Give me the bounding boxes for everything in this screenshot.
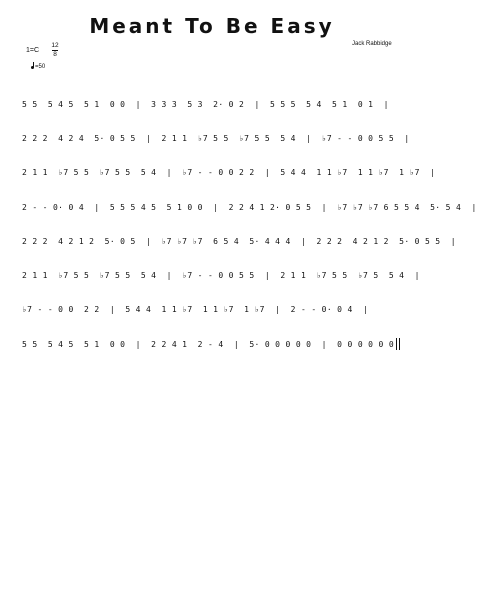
score-line-2: 2 2 2 4 2 4 5· 0 5 5 | 2 1 1 ♭7 5 5 ♭7 5 5 5 4 | ♭7 - - 0 0 5 5 | <box>22 134 410 143</box>
score-line-6: 2 1 1 ♭7 5 5 ♭7 5 5 5 4 | ♭7 - - 0 0 5 5 | 2 1 1 ♭7 5 5 ♭7 5 5 4 | <box>22 271 420 280</box>
time-signature-top: 12 <box>51 42 59 49</box>
time-signature <box>51 42 59 59</box>
key-signature: 1=C <box>26 47 40 54</box>
score-title: Meant To Be Easy <box>89 14 335 38</box>
score-line-1: 5 5 5 4 5 5 1 0 0 | 3 3 3 5 3 2· 0 2 | 5 5 5 5 4 5 1 0 1 | <box>22 100 389 109</box>
composer-name: Jack Rabbidge <box>352 41 392 47</box>
final-barline <box>396 338 400 350</box>
score-line-5: 2 2 2 4 2 1 2 5· 0 5 | ♭7 ♭7 ♭7 6 5 4 5· 4 4 4 | 2 2 2 4 2 1 2 5· 0 5 5 | <box>22 237 456 246</box>
quarter-note-icon <box>31 66 34 69</box>
time-signature-bottom: 8 <box>53 51 57 58</box>
score-line-7: ♭7 - - 0 0 2 2 | 5 4 4 1 1 ♭7 1 1 ♭7 1 ♭7 | 2 - - 0· 0 4 | <box>22 305 369 314</box>
tempo-marking <box>31 64 45 70</box>
tempo-value: =50 <box>35 64 46 70</box>
score-line-8: 5 5 5 4 5 5 1 0 0 | 2 2 4 1 2 - 4 | 5· 0 0 0 0 0 | 0 0 0 0 0 0 <box>22 340 394 349</box>
score-line-4: 2 - - 0· 0 4 | 5 5 5 4 5 5 1 0 0 | 2 2 4 1 2· 0 5 5 | ♭7 ♭7 ♭7 6 5 5 4 5· 5 4 | <box>22 203 477 212</box>
score-line-3: 2 1 1 ♭7 5 5 ♭7 5 5 5 4 | ♭7 - - 0 0 2 2 | 5 4 4 1 1 ♭7 1 1 ♭7 1 ♭7 | <box>22 168 436 177</box>
